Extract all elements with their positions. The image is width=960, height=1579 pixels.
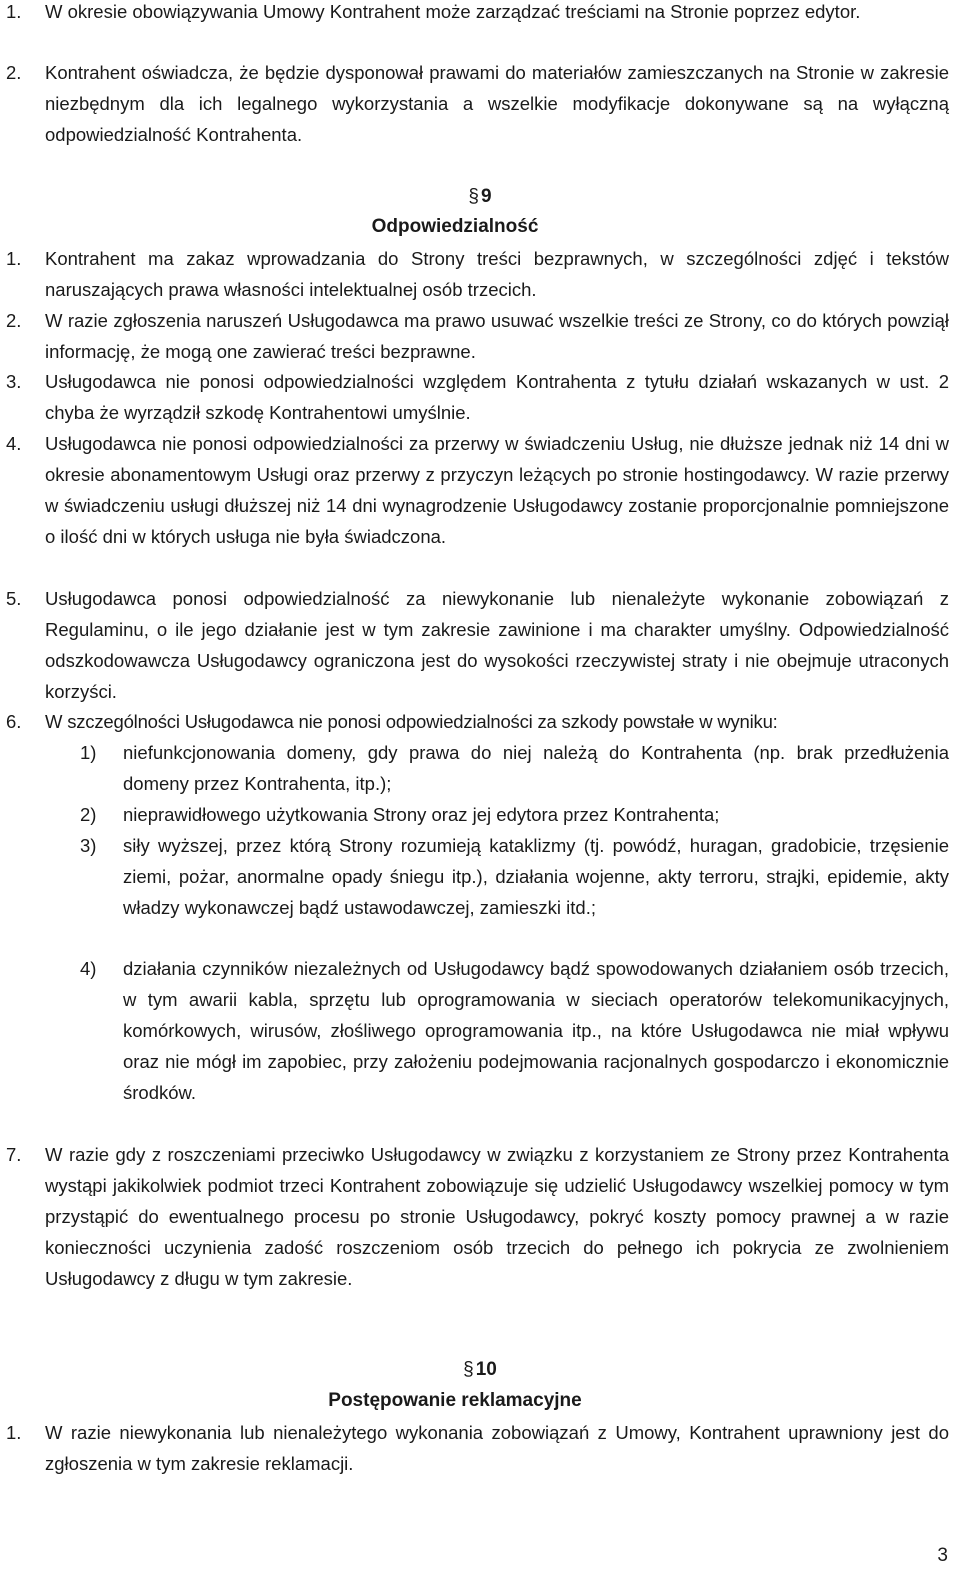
- item-number: 6.: [6, 711, 22, 732]
- item-text: W razie gdy z roszczeniami przeciwko Usługodawcy w związku z korzystaniem ze Strony przez Kontrahenta wystąpi jakikolwiek podmiot trzeci Kontrahent zobowiązuje się udzielić Usługodawcy wszelkiej pomocy w tym przystąpić do ewentualnego procesu po stronie Usługodawcy, pokryć koszty pomocy prawnej a w razie konieczności uczynienia zadość roszczeniom osób trzecich do pełnego ich pokrycia ze zwolnieniem Usługodawcy z długu w tym zakresie.: [45, 1144, 949, 1289]
- item-text: W razie niewykonania lub nienależytego wykonania zobowiązań z Umowy, Kontrahent uprawniony jest do zgłoszenia w tym zakresie reklamacji.: [45, 1422, 949, 1474]
- sub-item-text: nieprawidłowego użytkowania Strony oraz jej edytora przez Kontrahenta;: [123, 804, 720, 825]
- item-number: 4.: [6, 433, 22, 454]
- sub-item-text: siły wyższej, przez którą Strony rozumieją kataklizmy (tj. powódź, huragan, gradobicie, trzęsienie ziemi, pożar, anormalne opady śniegu itp.), działania wojenne, akty terroru, strajki, epidemie, akty władzy wykonawczej bądź ustawodawczej, zamieszki itd.;: [123, 835, 949, 918]
- sub-item-number: 4): [80, 958, 97, 979]
- section-title: Odpowiedzialność: [371, 216, 539, 237]
- item-number: 2.: [6, 62, 22, 83]
- item-text: Usługodawca nie ponosi odpowiedzialności za przerwy w świadczeniu Usług, nie dłuższe jednak niż 14 dni w okresie abonamentowym Usługi oraz przerwy z przyczyn leżących po stronie hostingodawcy. W razie przerwy w świadczeniu usługi dłuższej niż 14 dni wynagrodzenie Usługodawcy zostanie proporcjonalnie pomniejszone o ilość dni w których usługa nie była świadczona.: [45, 433, 949, 547]
- paragraph-sign: §: [463, 1359, 474, 1380]
- sub-item-number: 3): [80, 835, 97, 856]
- sub-item-text: niefunkcjonowania domeny, gdy prawa do niej należą do Kontrahenta (np. brak przedłużenia domeny przez Kontrahenta, itp.);: [123, 742, 949, 794]
- item-number: 1.: [6, 1, 22, 22]
- sub-item-number: 2): [80, 804, 97, 825]
- section-number-value: 10: [475, 1359, 497, 1380]
- section-number: [0, 183, 960, 211]
- item-text: W okresie obowiązywania Umowy Kontrahent może zarządzać treściami na Stronie poprzez edytor.: [45, 1, 861, 22]
- item-text: Kontrahent ma zakaz wprowadzania do Strony treści bezprawnych, w szczególności zdjęć i tekstów naruszających prawa własności intelektualnej osób trzecich.: [45, 248, 949, 300]
- item-number: 1.: [6, 1422, 22, 1443]
- item-text: Usługodawca ponosi odpowiedzialność za niewykonanie lub nienależyte wykonanie zobowiązań z Regulaminu, o ile jego działanie jest w tym zakresie zawinione i ma charakter umyślny. Odpowiedzialność odszkodowawcza Usługodawcy ograniczona jest do wysokości rzeczywistej straty i nie obejmuje utraconych korzyści.: [45, 588, 949, 702]
- item-text: Kontrahent oświadcza, że będzie dysponował prawami do materiałów zamieszczanych na Stronie w zakresie niezbędnym dla ich legalnego wykorzystania a wszelkie modyfikacje dokonywane są na wyłączną odpowiedzialność Kontrahenta.: [45, 62, 949, 145]
- section-title: Postępowanie reklamacyjne: [328, 1390, 582, 1411]
- item-text: W razie zgłoszenia naruszeń Usługodawca ma prawo usuwać wszelkie treści ze Strony, co do których powziął informację, że mogą one zawierać treści bezprawne.: [45, 310, 949, 362]
- section-number: [0, 1356, 960, 1384]
- item-number: 1.: [6, 248, 22, 269]
- item-number: 2.: [6, 310, 22, 331]
- item-text: Usługodawca nie ponosi odpowiedzialności względem Kontrahenta z tytułu działań wskazanych w ust. 2 chyba że wyrządził szkodę Kontrahentowi umyślnie.: [45, 371, 949, 423]
- sub-item-text: działania czynników niezależnych od Usługodawcy bądź spowodowanych działaniem osób trzecich, w tym awarii kabla, sprzętu lub oprogramowania w sieciach operatorów telekomunikacyjnych, komórkowych, wirusów, złośliwego oprogramowania itp., na które Usługodawca nie miał wpływu oraz nie mógł im zapobiec, przy założeniu podejmowania racjonalnych gospodarczo i ekonomicznie środków.: [123, 958, 949, 1103]
- item-text: W szczególności Usługodawca nie ponosi odpowiedzialności za szkody powstałe w wyniku:: [45, 711, 778, 732]
- section-number-value: 9: [481, 186, 492, 207]
- page-number: 3: [937, 1545, 948, 1566]
- item-number: 3.: [6, 371, 22, 392]
- paragraph-sign: §: [468, 186, 479, 207]
- sub-item-number: 1): [80, 742, 97, 763]
- item-number: 7.: [6, 1144, 22, 1165]
- item-number: 5.: [6, 588, 22, 609]
